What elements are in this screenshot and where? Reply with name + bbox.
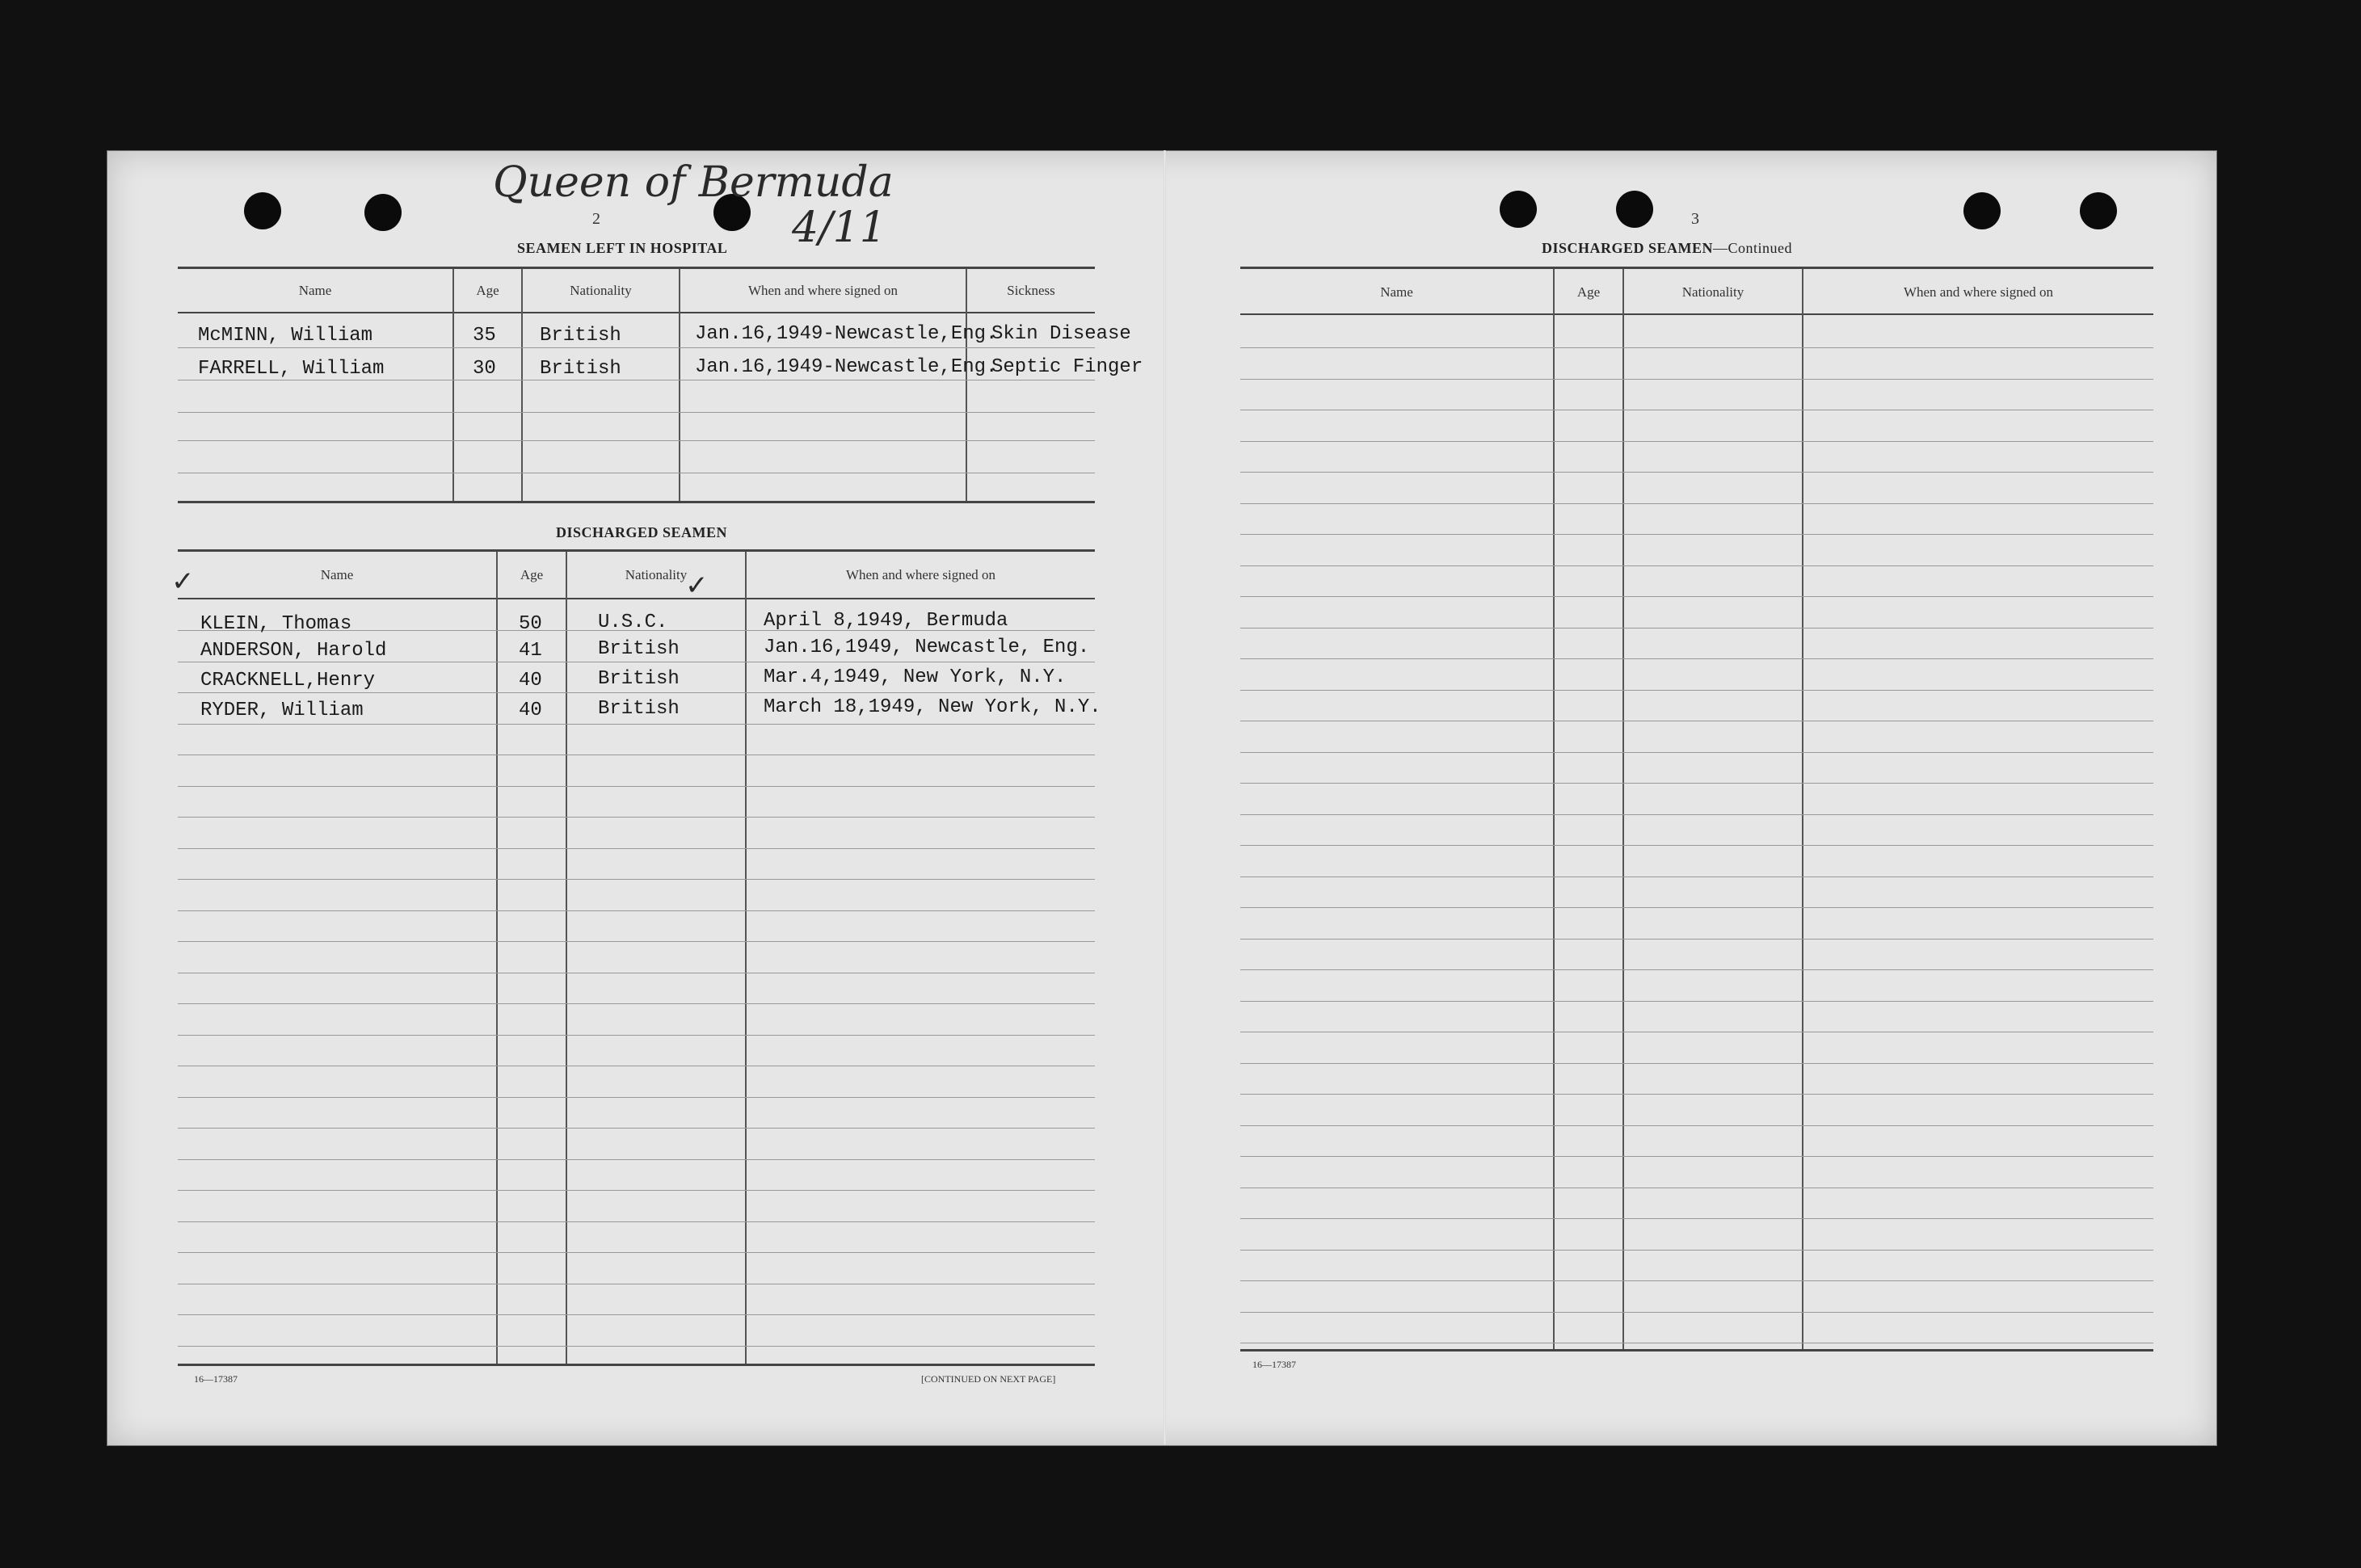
punch-hole	[1616, 191, 1653, 228]
hospital-row-nationality: British	[540, 358, 621, 380]
ruled-line	[178, 910, 1095, 911]
continued-suffix: —Continued	[1713, 240, 1793, 256]
punch-hole	[1500, 191, 1537, 228]
discharged-header-age: Age	[520, 567, 544, 582]
discharged-header-rule	[178, 598, 1095, 599]
ruled-line	[1240, 658, 2153, 659]
ruled-line	[1240, 441, 2153, 442]
hospital-row-signed-on: Jan.16,1949-Newcastle,Eng.	[695, 323, 998, 345]
ruled-line	[178, 440, 1095, 441]
right-top-rule	[1240, 267, 2153, 269]
ruled-line	[178, 347, 1095, 348]
ruled-line	[1240, 783, 2153, 784]
handwritten-date: 4/11	[792, 204, 886, 252]
ruled-line	[178, 786, 1095, 787]
discharged-col-divider	[496, 552, 498, 1366]
ruled-line	[178, 1159, 1095, 1160]
discharged-row-age: 40	[519, 700, 542, 721]
discharged-continued-title	[1542, 240, 1792, 257]
hospital-row-name: FARRELL, William	[198, 358, 385, 380]
page-number-left: 2	[592, 210, 600, 228]
hospital-header-name: Name	[298, 283, 332, 298]
hospital-col-divider	[966, 269, 967, 502]
ruled-line	[1240, 690, 2153, 691]
hospital-row-sickness: Septic Finger	[991, 356, 1143, 378]
ruled-line	[178, 941, 1095, 942]
ruled-line	[178, 1252, 1095, 1253]
discharged-row-age: 40	[519, 670, 542, 692]
ruled-line	[1240, 1063, 2153, 1064]
ruled-line	[1240, 503, 2153, 504]
discharged-row-nationality: British	[598, 698, 680, 720]
ruled-line	[1240, 969, 2153, 970]
ruled-line	[1240, 876, 2153, 877]
discharged-header-name: Name	[320, 567, 354, 582]
ruled-line	[1240, 1280, 2153, 1281]
ruled-line	[178, 1003, 1095, 1004]
ruled-line	[1240, 1250, 2153, 1251]
discharged-section-title: DISCHARGED SEAMEN	[556, 524, 728, 540]
punch-hole	[2080, 192, 2117, 229]
ruled-line	[1240, 814, 2153, 815]
discharged-row-name: KLEIN, Thomas	[200, 613, 352, 635]
hospital-section-title: SEAMEN LEFT IN HOSPITAL	[517, 240, 728, 256]
discharged-row-nationality: British	[598, 638, 680, 660]
ruled-line	[1240, 347, 2153, 348]
ruled-line	[1240, 534, 2153, 535]
ruled-line	[178, 1346, 1095, 1347]
discharged-header-signed-on: When and where signed on	[845, 567, 996, 582]
discharged-header-nationality: Nationality	[625, 567, 688, 582]
hospital-row-nationality: British	[540, 325, 621, 347]
hospital-col-divider	[452, 269, 454, 502]
discharged-row-name: CRACKNELL,Henry	[200, 670, 376, 692]
punch-hole	[364, 194, 402, 231]
hospital-col-divider	[521, 269, 523, 502]
discharged-bottom-rule	[178, 1364, 1095, 1366]
ruled-line	[178, 412, 1095, 413]
handwritten-ship-name: Queen of Bermuda	[493, 158, 894, 207]
right-col-divider	[1553, 269, 1555, 1352]
right-header-rule	[1240, 313, 2153, 315]
ruled-line	[178, 1035, 1095, 1036]
ruled-line	[1240, 939, 2153, 940]
ruled-line	[1240, 1094, 2153, 1095]
discharged-row-signed-on: April 8,1949, Bermuda	[764, 610, 1008, 632]
discharged-top-rule	[178, 549, 1095, 552]
ruled-line	[178, 848, 1095, 849]
right-header-nationality: Nationality	[1681, 284, 1744, 300]
discharged-row-nationality: U.S.C.	[598, 612, 668, 633]
ruled-line	[1240, 472, 2153, 473]
right-col-divider	[1622, 269, 1624, 1352]
hospital-row-age: 35	[473, 325, 496, 347]
checkmark-icon: ✓	[171, 565, 195, 598]
ruled-line	[178, 1128, 1095, 1129]
discharged-col-divider	[566, 552, 567, 1366]
page-fold	[1164, 150, 1166, 1444]
ruled-line	[1240, 1156, 2153, 1157]
page-number-right: 3	[1691, 210, 1699, 228]
ruled-line	[1240, 752, 2153, 753]
right-bottom-rule	[1240, 1349, 2153, 1352]
ruled-line	[178, 1097, 1095, 1098]
checkmark-icon: ✓	[685, 570, 709, 602]
ruled-line	[178, 1190, 1095, 1191]
discharged-row-name: ANDERSON, Harold	[200, 640, 387, 662]
ruled-line	[178, 724, 1095, 725]
ruled-line	[1240, 1125, 2153, 1126]
right-header-name: Name	[1380, 284, 1413, 300]
hospital-bottom-rule	[178, 501, 1095, 503]
ruled-line	[178, 817, 1095, 818]
ruled-line	[178, 692, 1095, 693]
ruled-line	[1240, 1312, 2153, 1313]
ruled-line	[1240, 596, 2153, 597]
discharged-row-name: RYDER, William	[200, 700, 364, 721]
hospital-header-sickness: Sickness	[1007, 283, 1055, 298]
right-col-divider	[1802, 269, 1803, 1352]
discharged-continued-label: DISCHARGED SEAMEN	[1542, 240, 1714, 256]
footer-form-number-right: 16—17387	[1252, 1359, 1296, 1370]
hospital-col-divider	[679, 269, 680, 502]
hospital-header-age: Age	[476, 283, 499, 298]
ruled-line	[1240, 1218, 2153, 1219]
footer-continued: [CONTINUED ON NEXT PAGE]	[921, 1373, 1056, 1385]
ruled-line	[178, 1221, 1095, 1222]
hospital-row-signed-on: Jan.16,1949-Newcastle,Eng.	[695, 356, 998, 378]
punch-hole	[1963, 192, 2001, 229]
hospital-top-rule	[178, 267, 1095, 269]
footer-form-number-left: 16—17387	[194, 1373, 238, 1385]
hospital-header-nationality: Nationality	[570, 283, 632, 298]
hospital-row-name: McMINN, William	[198, 325, 373, 347]
punch-hole	[244, 192, 281, 229]
discharged-row-nationality: British	[598, 668, 680, 690]
right-header-signed-on: When and where signed on	[1903, 284, 2054, 300]
hospital-row-sickness: Skin Disease	[991, 323, 1131, 345]
ruled-line	[1240, 907, 2153, 908]
ruled-line	[1240, 379, 2153, 380]
ruled-line	[178, 879, 1095, 880]
ruled-line	[1240, 845, 2153, 846]
discharged-row-signed-on: Jan.16,1949, Newcastle, Eng.	[764, 637, 1090, 658]
discharged-col-divider	[745, 552, 747, 1366]
right-header-age: Age	[1576, 284, 1601, 300]
hospital-header-signed-on: When and where signed on	[747, 283, 899, 298]
discharged-row-signed-on: Mar.4,1949, New York, N.Y.	[764, 666, 1067, 688]
discharged-row-signed-on: March 18,1949, New York, N.Y.	[764, 696, 1101, 718]
ruled-line	[1240, 565, 2153, 566]
hospital-row-age: 30	[473, 358, 496, 380]
discharged-row-age: 41	[519, 640, 542, 662]
ruled-line	[178, 1314, 1095, 1315]
ruled-line	[1240, 1001, 2153, 1002]
discharged-row-age: 50	[519, 613, 542, 635]
hospital-header-rule	[178, 312, 1095, 313]
